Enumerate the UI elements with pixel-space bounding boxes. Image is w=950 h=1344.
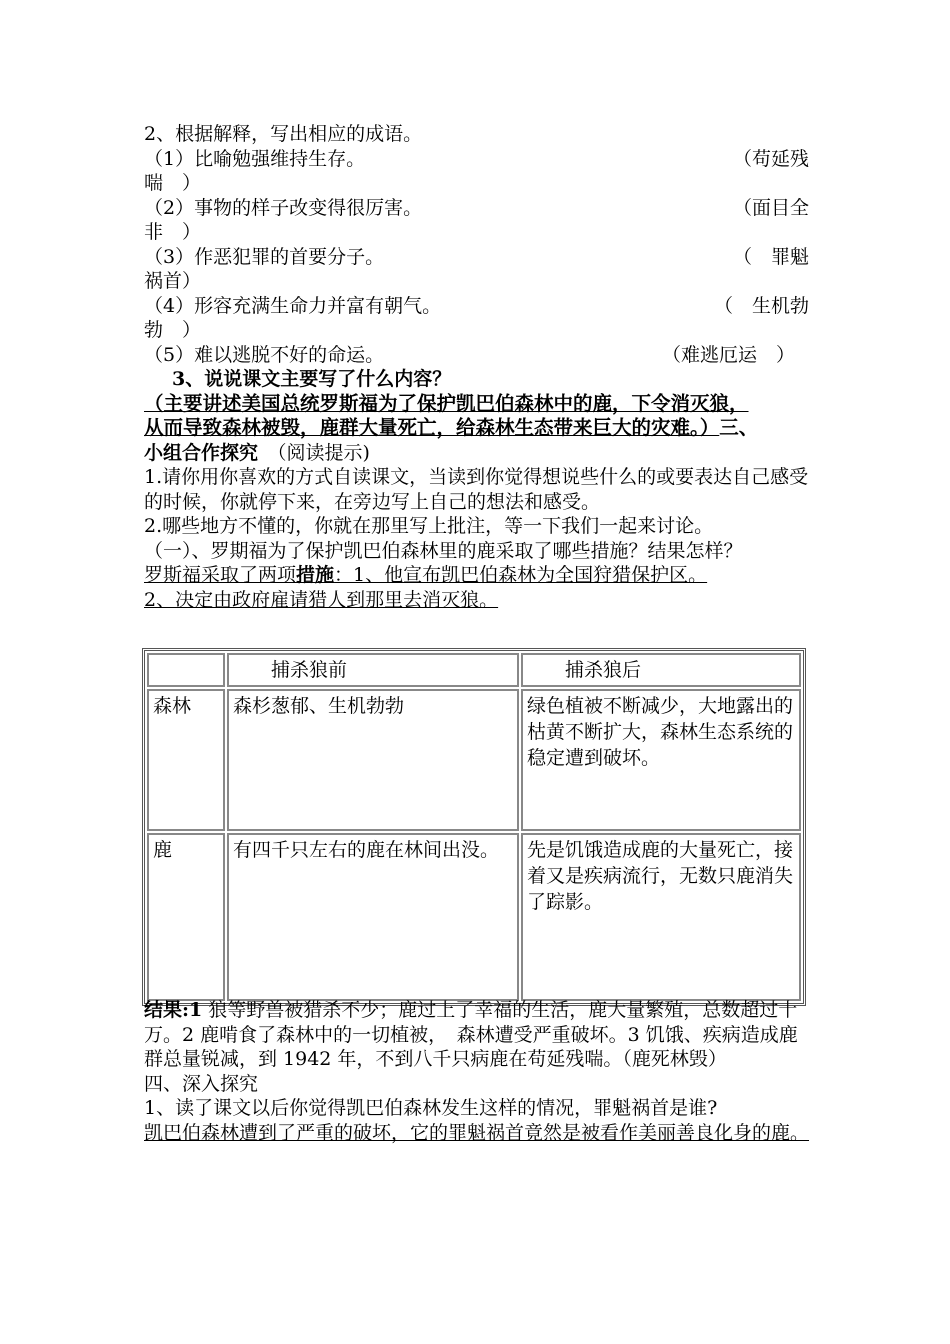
table-cell-after: 绿色植被不断减少，大地露出的枯黄不断扩大，森林生态系统的稳定遭到破坏。 xyxy=(521,689,801,831)
question-1-answer-line2: 2、决定由政府雇请猎人到那里去消灭狼。 xyxy=(144,588,499,611)
idiom-answer: （面目全 xyxy=(732,196,809,219)
idiom-answer-cont: 祸首） xyxy=(144,270,202,292)
idiom-answer-cont: 勃 ） xyxy=(144,319,202,341)
document-body xyxy=(144,122,809,612)
section4-answer: 凯巴伯森林遭到了严重的破坏，它的罪魁祸首竟然是被看作美丽善良化身的鹿。 xyxy=(144,1121,810,1144)
table-row xyxy=(147,833,801,1001)
idiom-item-1 xyxy=(144,147,809,172)
comparison-table xyxy=(142,648,806,1006)
table-cell-before: 有四千只左右的鹿在林间出没。 xyxy=(227,833,519,1001)
idiom-question: （4）形容充满生命力并富有朝气。 xyxy=(144,294,442,317)
group-explore-heading xyxy=(144,441,809,466)
table-row xyxy=(147,689,801,831)
idiom-question: （2）事物的样子改变得很厉害。 xyxy=(144,196,423,219)
idiom-answer: （ 罪魁 xyxy=(732,245,809,268)
answer-bold: 措施 xyxy=(296,564,335,586)
idiom-answer: （苟延残 xyxy=(732,147,809,170)
table-header-row xyxy=(147,653,801,687)
hint-2: 2.哪些地方不懂的，你就在那里写上批注，等一下我们一起来讨论。 xyxy=(144,515,714,537)
table-cell-after: 先是饥饿造成鹿的大量死亡，接着又是疾病流行，无数只鹿消失了踪影。 xyxy=(521,833,801,1001)
idiom-item-2 xyxy=(144,196,809,221)
result-text: 狼等野兽被猎杀不少；鹿过上了幸福的生活，鹿大量繁殖，总数超过十万。2 鹿啃食了森林中的一切植被， 森林遭受严重破坏。3 饥饿、疾病造成鹿群总量锐减，到 1942 年，不到八千只病鹿在苟延残喘。（鹿死林毁） xyxy=(144,999,798,1070)
hint-1: 1.请你用你喜欢的方式自读课文，当读到你觉得想说些什么的或要表达自己感受的时候，你就停下来，在旁边写上自己的想法和感受。 xyxy=(144,466,809,513)
group-explore-title: 小组合作探究 xyxy=(144,441,259,464)
answer-post: ：1、他宣布凯巴伯森林为全国狩猎保护区。 xyxy=(334,564,708,586)
table-cell-label: 森林 xyxy=(147,689,225,831)
section4-title: 四、深入探究 xyxy=(144,1072,259,1095)
question-1: （一）、罗期福为了保护凯巴伯森林里的鹿采取了哪些措施？结果怎样？ xyxy=(144,539,743,562)
idiom-answer: （ 生机勃 xyxy=(713,294,809,317)
table-header-cell xyxy=(147,653,225,687)
section2-title: 2、根据解释，写出相应的成语。 xyxy=(144,123,423,145)
result-num: 1 xyxy=(189,999,203,1021)
idiom-answer: （难逃厄运 ） xyxy=(661,343,795,366)
idiom-question: （1）比喻勉强维持生存。 xyxy=(144,147,366,170)
idiom-question: （3）作恶犯罪的首要分子。 xyxy=(144,245,385,268)
question-1-answer xyxy=(144,563,809,588)
section3-title: 3、说说课文主要写了什么内容？ xyxy=(172,368,452,390)
answer-pre: 罗斯福采取了两项 xyxy=(144,564,297,586)
summary-answer-line2-wrap xyxy=(144,416,809,441)
idiom-item-5 xyxy=(144,343,809,368)
section3-next-heading-a: 三、 xyxy=(719,416,759,439)
table-cell-label: 鹿 xyxy=(147,833,225,1001)
table-header-cell: 捕杀狼前 xyxy=(227,653,519,687)
summary-answer-line1: （主要讲述美国总统罗斯福为了保护凯巴伯森林中的鹿，下令消灭狼， xyxy=(144,391,749,415)
idiom-item-3 xyxy=(144,245,809,270)
table-header-cell: 捕杀狼后 xyxy=(521,653,801,687)
result-paragraph xyxy=(144,998,809,1072)
summary-answer-line2: 从而导致森林被毁，鹿群大量死亡，给森林生态带来巨大的灾难。） xyxy=(144,416,720,439)
result-label: 结果: xyxy=(144,999,190,1021)
idiom-answer-cont: 非 ） xyxy=(144,221,202,243)
idiom-item-4 xyxy=(144,294,809,319)
section4-question: 1、读了课文以后你觉得凯巴伯森林发生这样的情况，罪魁祸首是谁? xyxy=(144,1097,718,1119)
lower-section xyxy=(144,998,809,1145)
table-cell-before: 森杉葱郁、生机勃勃 xyxy=(227,689,519,831)
idiom-answer-cont: 喘 ） xyxy=(144,172,202,194)
idiom-question: （5）难以逃脱不好的命运。 xyxy=(144,343,385,366)
reading-hint: （阅读提示) xyxy=(258,441,370,464)
